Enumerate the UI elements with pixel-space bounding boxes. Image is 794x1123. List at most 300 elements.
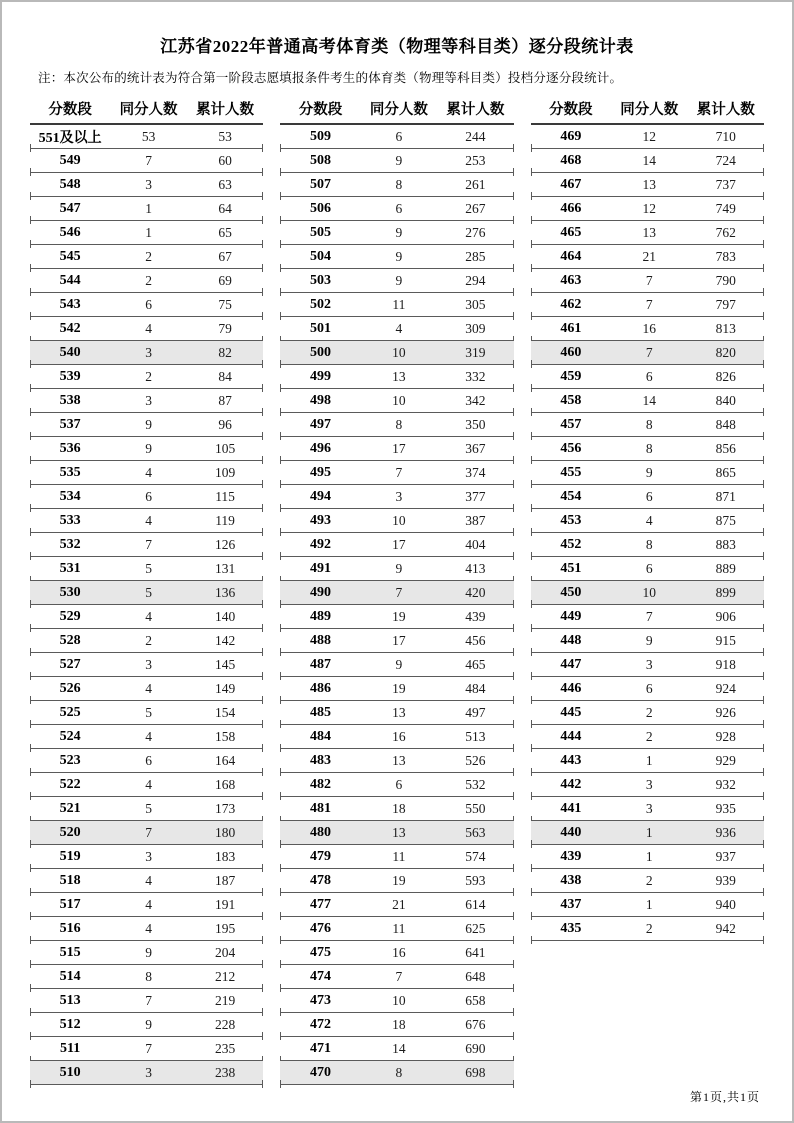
cumulative-cell: 377 [465, 488, 486, 504]
cumulative-cell: 191 [214, 896, 236, 912]
count-cell: 11 [392, 848, 406, 864]
score-cell: 510 [59, 1064, 81, 1080]
count-cell: 2 [145, 272, 152, 288]
count-cell: 6 [645, 680, 653, 696]
cumulative-cell: 574 [465, 848, 486, 864]
score-cell: 440 [560, 824, 582, 840]
cumulative-cell: 899 [715, 584, 736, 600]
cumulative-cell: 937 [715, 848, 736, 864]
cumulative-cell: 820 [715, 344, 736, 360]
count-cell: 4 [395, 320, 403, 336]
cumulative-cell: 109 [214, 464, 236, 480]
count-cell: 4 [145, 896, 152, 912]
count-cell: 13 [392, 752, 406, 768]
table-row [531, 677, 764, 701]
cumulative-cell: 513 [465, 728, 486, 744]
count-cell: 9 [645, 632, 653, 648]
table-row [280, 509, 513, 533]
score-cell: 517 [59, 896, 81, 912]
count-cell: 9 [395, 152, 403, 168]
count-cell: 3 [395, 488, 403, 504]
table-row [30, 653, 263, 677]
table-row [280, 533, 513, 557]
table-row [280, 245, 513, 269]
cumulative-cell: 87 [218, 392, 232, 408]
score-cell: 546 [59, 224, 81, 240]
score-cell: 539 [59, 368, 81, 384]
count-cell: 19 [392, 872, 406, 888]
score-cell: 470 [309, 1064, 331, 1080]
score-cell: 491 [309, 560, 331, 576]
table-body [531, 125, 764, 941]
table-row [531, 413, 764, 437]
cumulative-cell: 658 [465, 992, 486, 1008]
table-row [30, 341, 263, 365]
cumulative-cell: 126 [214, 536, 236, 552]
count-cell: 6 [645, 560, 653, 576]
cumulative-cell: 906 [715, 608, 736, 624]
cumulative-cell: 96 [218, 416, 232, 432]
score-cell: 544 [59, 272, 81, 288]
cumulative-cell: 676 [465, 1016, 486, 1032]
score-cell: 435 [560, 920, 582, 936]
score-table-left [30, 98, 263, 1085]
table-row [30, 701, 263, 725]
score-cell: 474 [309, 968, 331, 984]
count-cell: 10 [642, 584, 656, 600]
score-cell: 475 [309, 944, 331, 960]
score-cell: 467 [560, 176, 582, 192]
count-cell: 4 [145, 776, 152, 792]
table-row [280, 941, 513, 965]
score-cell: 498 [309, 392, 331, 408]
cumulative-cell: 856 [715, 440, 736, 456]
table-row [30, 941, 263, 965]
count-cell: 16 [392, 728, 406, 744]
table-row [30, 773, 263, 797]
column-header-1: 同分人数 [620, 102, 679, 118]
score-cell: 502 [309, 296, 331, 312]
score-cell: 496 [309, 440, 331, 456]
score-cell: 445 [560, 704, 582, 720]
cumulative-cell: 387 [465, 512, 486, 528]
table-row [280, 269, 513, 293]
score-cell: 469 [560, 128, 582, 144]
count-cell: 7 [145, 536, 152, 552]
count-cell: 2 [145, 368, 152, 384]
cumulative-cell: 929 [715, 752, 736, 768]
score-cell: 535 [59, 464, 81, 480]
count-cell: 12 [642, 200, 656, 216]
score-cell: 439 [560, 848, 582, 864]
cumulative-cell: 924 [715, 680, 736, 696]
count-cell: 9 [395, 248, 403, 264]
cumulative-cell: 641 [465, 944, 486, 960]
count-cell: 13 [642, 224, 656, 240]
count-cell: 13 [392, 704, 406, 720]
cumulative-cell: 53 [218, 128, 232, 144]
table-row [30, 1061, 263, 1085]
table-row [280, 749, 513, 773]
table-row [30, 221, 263, 245]
count-cell: 8 [645, 536, 653, 552]
cumulative-cell: 131 [214, 560, 236, 576]
score-cell: 451 [560, 560, 582, 576]
count-cell: 9 [145, 416, 152, 432]
score-cell: 512 [59, 1016, 81, 1032]
column-header-1: 同分人数 [119, 102, 178, 118]
table-row [30, 677, 263, 701]
cumulative-cell: 350 [465, 416, 486, 432]
page-number: 第1页,共1页 [689, 1090, 760, 1104]
cumulative-cell: 749 [715, 200, 736, 216]
count-cell: 17 [392, 440, 406, 456]
cumulative-cell: 82 [218, 344, 232, 360]
count-cell: 11 [392, 296, 406, 312]
table-row [30, 317, 263, 341]
cumulative-cell: 871 [715, 488, 736, 504]
count-cell: 9 [145, 944, 152, 960]
table-row [531, 749, 764, 773]
table-row [30, 725, 263, 749]
score-cell: 518 [59, 872, 81, 888]
count-cell: 3 [145, 848, 152, 864]
score-cell: 522 [59, 776, 81, 792]
cumulative-cell: 228 [214, 1016, 236, 1032]
score-cell: 536 [59, 440, 81, 456]
count-cell: 21 [642, 248, 656, 264]
count-cell: 4 [145, 512, 152, 528]
cumulative-cell: 276 [465, 224, 486, 240]
score-cell: 519 [59, 848, 81, 864]
score-cell: 442 [560, 776, 582, 792]
cumulative-cell: 342 [465, 392, 486, 408]
score-cell: 548 [59, 176, 81, 192]
count-cell: 3 [145, 656, 152, 672]
score-cell: 459 [560, 368, 582, 384]
count-cell: 8 [395, 1064, 403, 1080]
cumulative-cell: 790 [715, 272, 736, 288]
table-row [280, 845, 513, 869]
cumulative-cell: 648 [465, 968, 486, 984]
count-cell: 3 [145, 176, 152, 192]
table-row [531, 605, 764, 629]
score-cell: 447 [560, 656, 582, 672]
score-cell: 542 [59, 320, 81, 336]
cumulative-cell: 235 [214, 1040, 236, 1056]
table-row [280, 485, 513, 509]
count-cell: 4 [145, 608, 152, 624]
cumulative-cell: 294 [465, 272, 486, 288]
cumulative-cell: 238 [214, 1064, 236, 1080]
score-cell: 524 [59, 728, 81, 744]
score-cell: 537 [59, 416, 81, 432]
score-cell: 527 [59, 656, 81, 672]
cumulative-cell: 593 [465, 872, 486, 888]
score-cell: 545 [59, 248, 81, 264]
count-cell: 7 [145, 1040, 152, 1056]
table-row [531, 221, 764, 245]
count-cell: 4 [145, 728, 152, 744]
count-cell: 21 [392, 896, 406, 912]
table-body [30, 125, 263, 1085]
score-cell: 462 [560, 296, 582, 312]
score-cell: 501 [309, 320, 331, 336]
table-row [280, 365, 513, 389]
count-cell: 11 [392, 920, 406, 936]
score-cell: 484 [309, 728, 331, 744]
count-cell: 6 [145, 488, 152, 504]
table-header [30, 98, 263, 125]
table-row [531, 533, 764, 557]
cumulative-cell: 319 [465, 344, 486, 360]
cumulative-cell: 928 [715, 728, 736, 744]
cumulative-cell: 625 [465, 920, 486, 936]
score-table-right [531, 98, 764, 941]
score-cell: 497 [309, 416, 331, 432]
score-cell: 538 [59, 392, 81, 408]
table-row [30, 293, 263, 317]
count-cell: 5 [145, 704, 152, 720]
count-cell: 10 [392, 344, 406, 360]
table-row [531, 869, 764, 893]
score-cell: 532 [59, 536, 81, 552]
count-cell: 7 [145, 152, 152, 168]
score-cell: 490 [309, 584, 331, 600]
table-row [30, 245, 263, 269]
column-header-0: 分数段 [48, 102, 92, 118]
count-cell: 4 [145, 464, 152, 480]
count-cell: 17 [392, 536, 406, 552]
table-row [280, 869, 513, 893]
score-cell: 464 [560, 248, 582, 264]
table-row [280, 149, 513, 173]
table-row [531, 173, 764, 197]
score-cell: 526 [59, 680, 81, 696]
count-cell: 53 [141, 128, 156, 144]
count-cell: 5 [145, 584, 152, 600]
table-row [280, 461, 513, 485]
score-cell: 463 [560, 272, 582, 288]
table-row [30, 197, 263, 221]
cumulative-cell: 309 [465, 320, 486, 336]
table-row [280, 701, 513, 725]
cumulative-cell: 404 [465, 536, 486, 552]
table-row [280, 341, 513, 365]
cumulative-cell: 305 [465, 296, 486, 312]
cumulative-cell: 710 [715, 128, 736, 144]
table-header [531, 98, 764, 125]
count-cell: 1 [645, 824, 653, 840]
count-cell: 7 [395, 464, 403, 480]
cumulative-cell: 918 [715, 656, 736, 672]
table-row [531, 389, 764, 413]
score-cell: 529 [59, 608, 81, 624]
table-row [280, 725, 513, 749]
cumulative-cell: 168 [214, 776, 236, 792]
cumulative-cell: 940 [715, 896, 736, 912]
table-row [30, 965, 263, 989]
score-cell: 438 [560, 872, 582, 888]
table-row [280, 773, 513, 797]
score-cell: 515 [59, 944, 81, 960]
table-row [30, 149, 263, 173]
table-row [280, 989, 513, 1013]
score-cell: 507 [309, 176, 331, 192]
score-cell: 458 [560, 392, 582, 408]
table-row [30, 125, 263, 149]
cumulative-cell: 420 [465, 584, 486, 600]
score-cell: 506 [309, 200, 331, 216]
score-cell: 450 [560, 584, 582, 600]
score-cell: 454 [560, 488, 582, 504]
count-cell: 10 [392, 392, 406, 408]
cumulative-cell: 84 [218, 368, 232, 384]
score-cell: 533 [59, 512, 81, 528]
score-cell: 521 [59, 800, 81, 816]
score-cell: 516 [59, 920, 81, 936]
count-cell: 4 [145, 920, 152, 936]
column-header-1: 同分人数 [369, 102, 428, 118]
table-row [30, 797, 263, 821]
score-cell: 488 [309, 632, 331, 648]
score-cell: 503 [309, 272, 331, 288]
score-cell: 499 [309, 368, 331, 384]
table-row [280, 653, 513, 677]
table-row [531, 653, 764, 677]
table-body [280, 125, 513, 1085]
table-row [280, 413, 513, 437]
cumulative-cell: 797 [715, 296, 736, 312]
cumulative-cell: 497 [465, 704, 486, 720]
table-row [531, 845, 764, 869]
cumulative-cell: 204 [214, 944, 236, 960]
score-cell: 457 [560, 416, 582, 432]
score-cell: 460 [560, 344, 582, 360]
table-row [30, 917, 263, 941]
cumulative-cell: 484 [465, 680, 486, 696]
cumulative-cell: 532 [465, 776, 486, 792]
score-cell: 487 [309, 656, 331, 672]
column-header-0: 分数段 [549, 102, 593, 118]
table-row [30, 269, 263, 293]
count-cell: 3 [645, 800, 653, 816]
cumulative-cell: 195 [214, 920, 236, 936]
count-cell: 14 [642, 152, 656, 168]
table-row [531, 197, 764, 221]
score-cell: 453 [560, 512, 582, 528]
count-cell: 18 [392, 800, 406, 816]
score-cell: 504 [309, 248, 331, 264]
cumulative-cell: 183 [214, 848, 236, 864]
count-cell: 6 [145, 752, 152, 768]
cumulative-cell: 140 [214, 608, 236, 624]
count-cell: 2 [145, 248, 152, 264]
score-cell: 455 [560, 464, 582, 480]
score-cell: 480 [309, 824, 331, 840]
cumulative-cell: 840 [715, 392, 736, 408]
cumulative-cell: 939 [715, 872, 736, 888]
note-text: 注：本次公布的统计表为符合第一阶段志愿填报条件考生的体育类（物理等科目类）投档分逐分段统计。 [38, 71, 623, 85]
count-cell: 6 [395, 776, 403, 792]
cumulative-cell: 889 [715, 560, 736, 576]
score-cell: 444 [560, 728, 582, 744]
cumulative-cell: 173 [214, 800, 236, 816]
table-row [280, 221, 513, 245]
cumulative-cell: 826 [715, 368, 736, 384]
cumulative-cell: 154 [214, 704, 236, 720]
table-row [531, 437, 764, 461]
table-row [30, 869, 263, 893]
table-row [30, 485, 263, 509]
cumulative-cell: 932 [715, 776, 736, 792]
score-cell: 547 [59, 200, 81, 216]
table-row [531, 269, 764, 293]
table-row [30, 533, 263, 557]
table-row [280, 389, 513, 413]
table-row [280, 821, 513, 845]
table-row [531, 365, 764, 389]
count-cell: 4 [645, 512, 653, 528]
cumulative-cell: 65 [218, 224, 232, 240]
table-row [280, 965, 513, 989]
cumulative-cell: 69 [218, 272, 232, 288]
column-header-0: 分数段 [298, 102, 343, 118]
table-row [531, 917, 764, 941]
count-cell: 19 [392, 680, 406, 696]
table-row [30, 749, 263, 773]
count-cell: 19 [392, 608, 406, 624]
score-cell: 466 [560, 200, 582, 216]
count-cell: 2 [145, 632, 152, 648]
cumulative-cell: 456 [465, 632, 486, 648]
cumulative-cell: 285 [465, 248, 486, 264]
cumulative-cell: 526 [465, 752, 486, 768]
cumulative-cell: 63 [218, 176, 232, 192]
column-header-2: 累计人数 [696, 102, 755, 118]
table-row [531, 125, 764, 149]
table-row [280, 797, 513, 821]
count-cell: 7 [145, 992, 152, 1008]
count-cell: 5 [145, 560, 152, 576]
count-cell: 9 [395, 656, 403, 672]
cumulative-cell: 64 [218, 200, 232, 216]
score-cell: 461 [560, 320, 582, 336]
table-row [531, 341, 764, 365]
table-row [531, 293, 764, 317]
table-row [531, 893, 764, 917]
cumulative-cell: 267 [465, 200, 486, 216]
cumulative-cell: 244 [465, 128, 486, 144]
count-cell: 16 [642, 320, 656, 336]
count-cell: 4 [145, 872, 152, 888]
count-cell: 6 [395, 128, 403, 144]
score-cell: 514 [59, 968, 81, 984]
score-cell: 494 [309, 488, 331, 504]
score-cell: 500 [309, 344, 331, 360]
count-cell: 9 [145, 1016, 152, 1032]
cumulative-cell: 75 [218, 296, 232, 312]
table-row [280, 557, 513, 581]
cumulative-cell: 783 [715, 248, 736, 264]
score-cell: 520 [59, 824, 81, 840]
count-cell: 13 [642, 176, 656, 192]
table-row [280, 1013, 513, 1037]
count-cell: 7 [645, 344, 653, 360]
cumulative-cell: 413 [465, 560, 486, 576]
cumulative-cell: 219 [214, 992, 236, 1008]
table-row [30, 173, 263, 197]
